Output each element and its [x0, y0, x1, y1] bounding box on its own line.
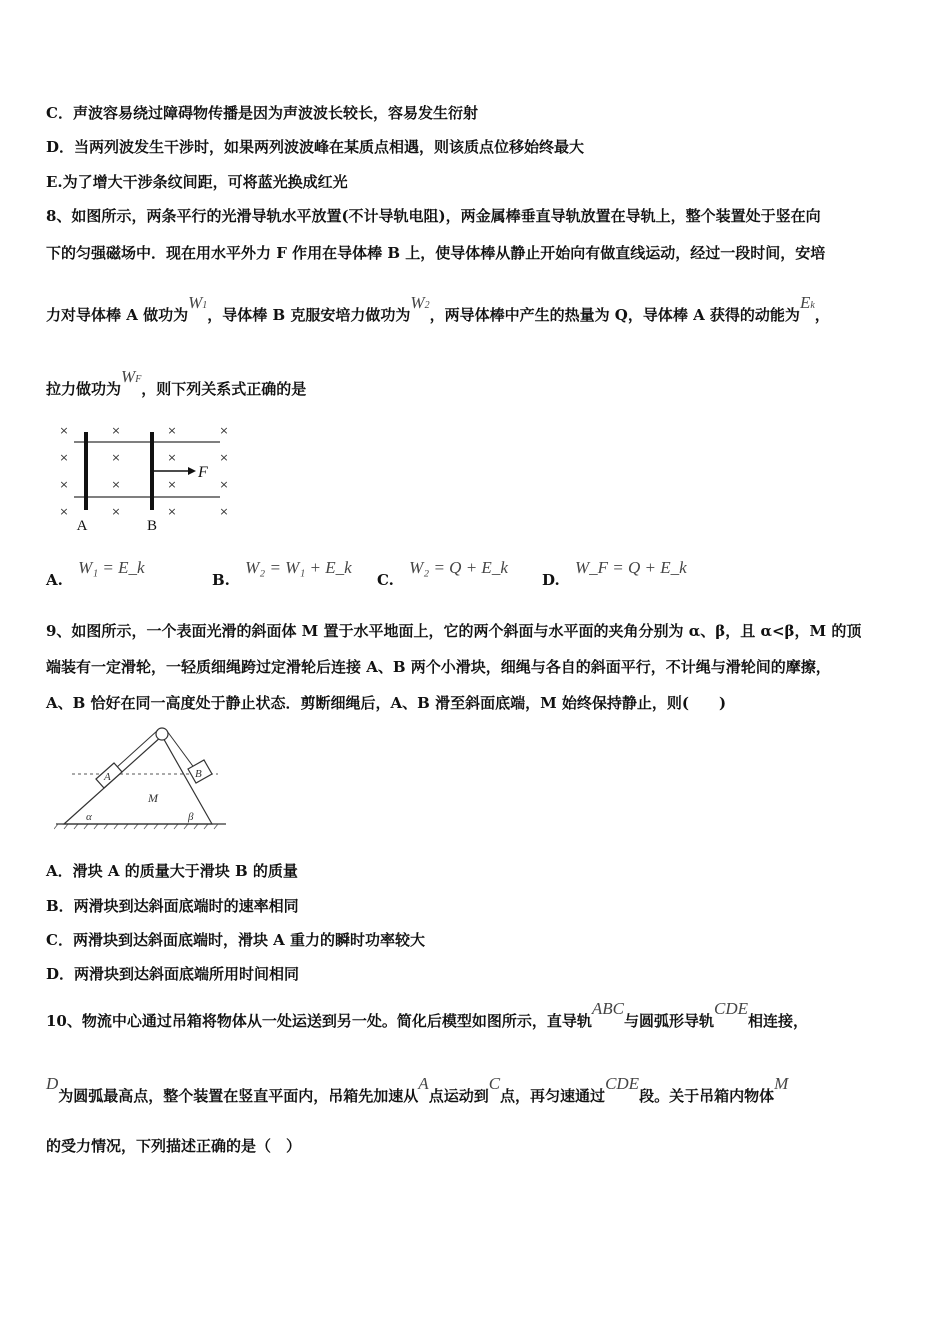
field-mark: × [219, 451, 229, 464]
symbol-m: M [774, 1074, 789, 1093]
q9-incline-figure [54, 722, 239, 830]
field-mark: × [59, 505, 69, 518]
q8-option-d: D. W_F = Q + E_k [542, 558, 687, 589]
symbol-wf: WF [121, 367, 142, 386]
field-mark: × [167, 505, 177, 518]
symbol-cde: CDE [714, 999, 749, 1018]
field-mark: × [219, 424, 229, 437]
field-mark: × [111, 505, 121, 518]
rope-b [167, 731, 195, 769]
q9-stem-line3: A、B 恰好在同一高度处于静止状态．剪断细绳后，A、B 滑至斜面底端，M 始终保持静止，则( ) [46, 694, 727, 712]
symbol-abc: ABC [591, 999, 624, 1018]
symbol-ek: Ek [799, 293, 815, 312]
symbol-w1: W1 [188, 293, 208, 312]
ground-hatch [54, 824, 218, 829]
label-a: A [76, 518, 88, 534]
symbol-w2: W2 [410, 293, 430, 312]
symbol-c: C [488, 1074, 501, 1093]
label-block-a: A [104, 771, 111, 783]
field-mark: × [167, 424, 177, 437]
q9-option-c: C．两滑块到达斜面底端时，滑块 A 重力的瞬时功率较大 [46, 931, 426, 949]
q9-stem-line1: 9、如图所示，一个表面光滑的斜面体 M 置于水平地面上，它的两个斜面与水平面的夹角分别为 α、β，且 α<β，M 的顶 [46, 622, 862, 640]
q9-option-d: D．两滑块到达斜面底端所用时间相同 [46, 965, 300, 983]
field-mark: × [111, 424, 121, 437]
symbol-cde-2: CDE [605, 1074, 640, 1093]
q7-option-c: C．声波容易绕过障碍物传播是因为声波波长较长，容易发生衍射 [46, 104, 478, 122]
field-mark: × [59, 478, 69, 491]
label-b: B [146, 518, 158, 534]
field-mark: × [111, 451, 121, 464]
symbol-d: D [46, 1074, 59, 1093]
symbol-a: A [418, 1074, 429, 1093]
label-m: M [148, 791, 158, 805]
q9-option-a: A．滑块 A 的质量大于滑块 B 的质量 [46, 862, 298, 880]
field-mark: × [111, 478, 121, 491]
force-arrow-head [188, 467, 196, 475]
field-mark: × [59, 424, 69, 437]
q8-stem-line3: 力对导体棒 A 做功为W1，导体棒 B 克服安培力做功为W2，两导体棒中产生的热量为 Q，导体棒 A 获得的动能为Ek， [46, 293, 830, 324]
q8-rails-figure [52, 420, 242, 535]
q7-option-d: D．当两列波发生干涉时，如果两列波波峰在某质点相遇，则该质点位移始终最大 [46, 138, 585, 156]
field-mark: × [59, 451, 69, 464]
field-mark: × [167, 478, 177, 491]
q10-stem-line1: 10、物流中心通过吊箱将物体从一处运送到另一处。简化后模型如图所示，直导轨ABC与圆弧形导轨CDE相连接， [46, 999, 809, 1030]
q9-option-b: B．两滑块到达斜面底端时的速率相同 [46, 897, 299, 915]
field-mark: × [219, 505, 229, 518]
q8-option-c: C. W₂ = Q + E_k [377, 558, 508, 589]
q10-stem-line2: D为圆弧最高点，整个装置在竖直平面内，吊箱先加速从A点运动到C点，再匀速通过CDE段。关于吊箱内物体M [46, 1074, 789, 1105]
q9-stem-line2: 端装有一定滑轮，一轻质细绳跨过定滑轮后连接 A、B 两个小滑块，细绳与各自的斜面平行，不计绳与滑轮间的摩擦， [46, 658, 831, 676]
q8-option-a: A. W₁ = E_k [46, 558, 145, 589]
q10-stem-line3: 的受力情况，下列描述正确的是（ ） [46, 1137, 302, 1155]
label-beta: β [188, 811, 194, 823]
q7-option-e: E.为了增大干涉条纹间距，可将蓝光换成红光 [46, 173, 348, 191]
q8-stem-line2: 下的匀强磁场中．现在用水平外力 F 作用在导体棒 B 上，使导体棒从静止开始向有做直线运动，经过一段时间，安培 [46, 244, 826, 262]
q8-stem-line1: 8、如图所示，两条平行的光滑导轨水平放置(不计导轨电阻)，两金属棒垂直导轨放置在导轨上，整个装置处于竖在向 [46, 207, 821, 225]
field-mark: × [167, 451, 177, 464]
q8-stem-line4: 拉力做功为WF，则下列关系式正确的是 [46, 367, 307, 398]
rope-a [116, 730, 158, 768]
label-f: F [198, 464, 208, 481]
label-block-b: B [195, 768, 202, 780]
field-mark: × [219, 478, 229, 491]
label-alpha: α [86, 811, 92, 823]
q8-option-b: B. W₂ = W₁ + E_k [212, 558, 352, 589]
